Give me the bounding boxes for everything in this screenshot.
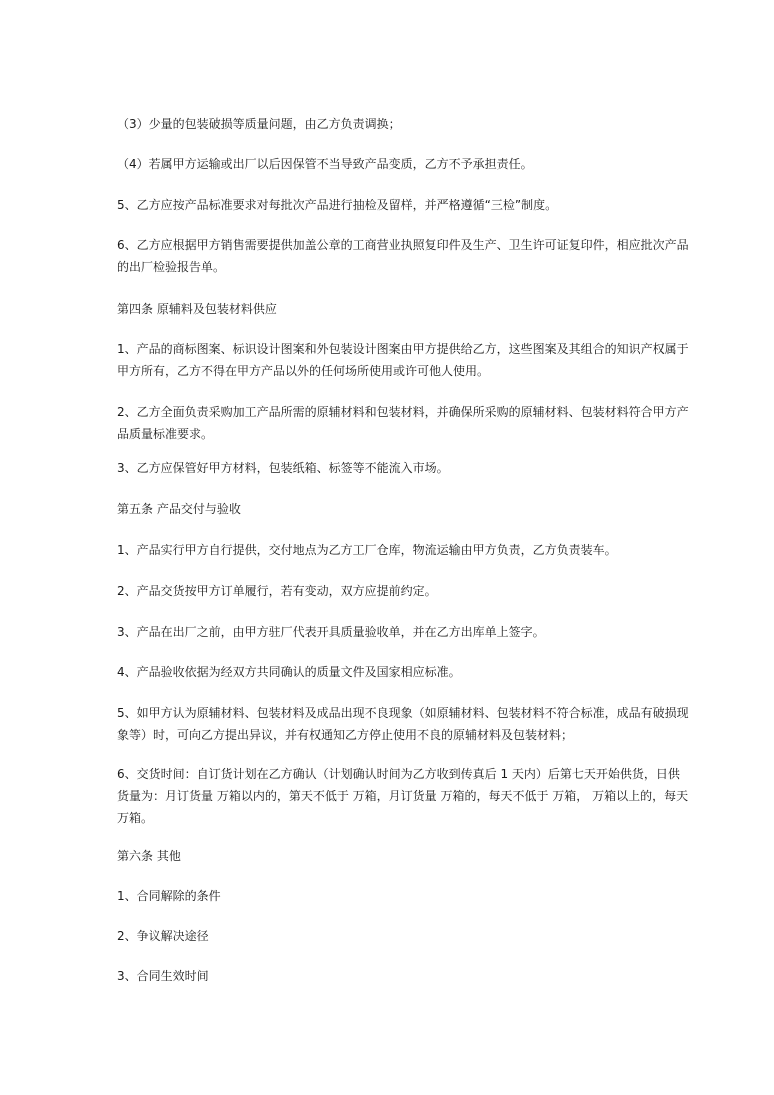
article-6-item-3: 3、合同生效时间: [117, 969, 209, 983]
article-5-item-3: 3、产品在出厂之前，由甲方驻厂代表开具质量验收单，并在乙方出库单上签字。: [117, 625, 545, 639]
article-5-heading: 第五条 产品交付与验收: [117, 502, 241, 516]
article-4-item-3: 3、乙方应保管好甲方材料，包装纸箱、标签等不能流入市场。: [117, 461, 449, 475]
article-4-item-2: 2、乙方全面负责采购加工产品所需的原辅材料和包装材料，并确保所采购的原辅材料、包装材料符合甲方产品质量标准要求。: [117, 405, 689, 441]
article-5-item-2: 2、产品交货按甲方订单履行，若有变动，双方应提前约定。: [117, 584, 437, 598]
article-5-item-5: 5、如甲方认为原辅材料、包装材料及成品出现不良现象（如原辅材料、包装材料不符合标准，成品有破损现象等）时，可向乙方提出异议，并有权通知乙方停止使用不良的原辅材料及包装材料；: [117, 706, 689, 742]
article-6-item-2: 2、争议解决途径: [117, 929, 209, 943]
clause-3-item-5: 5、乙方应按产品标准要求对每批次产品进行抽检及留样，并严格遵循“三检”制度。: [117, 198, 558, 212]
clause-3-3: （3）少量的包装破损等质量问题，由乙方负责调换；: [117, 117, 401, 131]
article-4-item-1: 1、产品的商标图案、标识设计图案和外包装设计图案由甲方提供给乙方，这些图案及其组合的知识产权属于甲方所有，乙方不得在甲方产品以外的任何场所使用或许可他人使用。: [117, 342, 689, 378]
article-5-item-4: 4、产品验收依据为经双方共同确认的质量文件及国家相应标准。: [117, 665, 461, 679]
article-6-item-1: 1、合同解除的条件: [117, 889, 221, 903]
article-6-heading: 第六条 其他: [117, 849, 181, 863]
article-5-item-6: 6、交货时间：自订货计划在乙方确认（计划确认时间为乙方收到传真后 1 天内）后第七天开始供货，日供货量为：月订货量 万箱以内的，第天不低于 万箱，月订货量 万箱的，每天不低于 万箱， 万箱以上的，每天 万箱。: [117, 767, 689, 825]
article-4-heading: 第四条 原辅料及包装材料供应: [117, 302, 277, 316]
clause-3-4: （4）若属甲方运输或出厂以后因保管不当导致产品变质，乙方不予承担责任。: [117, 157, 533, 171]
article-5-item-1: 1、产品实行甲方自行提供，交付地点为乙方工厂仓库，物流运输由甲方负责，乙方负责装车。: [117, 543, 617, 557]
clause-3-item-6: 6、乙方应根据甲方销售需要提供加盖公章的工商营业执照复印件及生产、卫生许可证复印件，相应批次产品的出厂检验报告单。: [117, 238, 689, 274]
